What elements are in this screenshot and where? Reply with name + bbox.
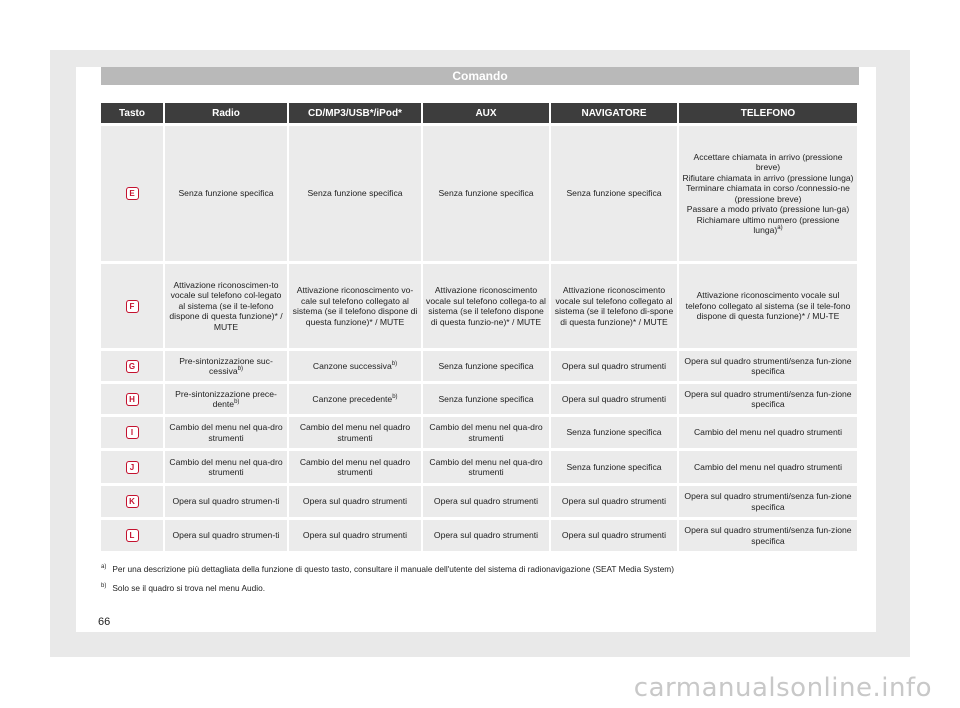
cell-text: Attivazione riconoscimento vocale sul telefono collegato al sistema (se il tele-fono dispone di questa funzione)* / MU-TE: [685, 290, 851, 322]
cell-col1: [165, 486, 287, 517]
table-row: [101, 126, 857, 261]
cell-text: Rifiutare chiamata in arrivo (pressione lunga): [682, 172, 854, 183]
cell-col2: [289, 451, 421, 483]
key-badge-icon: L: [126, 529, 139, 542]
cell-text: Accettare chiamata in arrivo (pressione breve): [693, 151, 843, 172]
cell-col2: [289, 520, 421, 551]
cell-col4: [551, 417, 677, 448]
cell-text: Opera sul quadro strumenti/senza fun-zione specifica: [684, 355, 852, 376]
cell-col5: [679, 417, 857, 448]
cell-text: Opera sul quadro strumenti/senza fun-zione specifica: [684, 388, 852, 409]
cell-col4: [551, 384, 677, 414]
cell-col3: [423, 520, 549, 551]
cell-col3: [423, 451, 549, 483]
cell-text: Passare a modo privato (pressione lun-ga): [686, 204, 850, 214]
header-radio: Radio: [165, 103, 287, 123]
table-row: [101, 486, 857, 517]
cell-text: Opera sul quadro strumenti: [561, 496, 667, 507]
cell-col2: [289, 486, 421, 517]
cell-text: Senza funzione specifica: [438, 360, 534, 371]
cell-col5: [679, 384, 857, 414]
cell-col1: [165, 520, 287, 551]
cell-col1: [165, 351, 287, 381]
cell-text: Senza funzione specifica: [307, 188, 403, 199]
cell-text: Opera sul quadro strumenti: [561, 393, 667, 404]
footnotes: [101, 561, 861, 597]
cell-col1: [165, 126, 287, 261]
footnote-ref: b): [237, 366, 243, 373]
cell-text: Opera sul quadro strumen-ti: [172, 530, 280, 541]
key-badge-icon: K: [126, 495, 139, 508]
key-badge-icon: J: [126, 461, 139, 474]
cell-col2: [289, 417, 421, 448]
page-number: 66: [98, 616, 111, 628]
cell-text: Attivazione riconoscimento vocale sul telefono collega-to al sistema (se il telefono dispone di questa funzio-ne)* / MUTE: [426, 285, 546, 327]
cell-col2: [289, 351, 421, 381]
key-cell: [101, 486, 163, 517]
table-title: Comando: [101, 67, 859, 85]
cell-text: Richiamare ultimo numero (pressione lunga): [696, 214, 840, 235]
cell-col2: [289, 264, 421, 348]
cell-col3: [423, 417, 549, 448]
header-navigatore: NAVIGATORE: [551, 103, 677, 123]
key-cell: [101, 384, 163, 414]
cell-text: Senza funzione specifica: [438, 188, 534, 199]
cell-text: Cambio del menu nel qua-dro strumenti: [429, 456, 543, 477]
cell-text: Opera sul quadro strumenti: [302, 496, 408, 507]
key-cell: [101, 264, 163, 348]
table-row: [101, 417, 857, 448]
key-cell: [101, 451, 163, 483]
cell-text: Cambio del menu nel qua-dro strumenti: [169, 422, 283, 443]
cell-col1: [165, 451, 287, 483]
key-badge-icon: G: [126, 360, 139, 373]
cell-text: Senza funzione specifica: [566, 461, 662, 472]
command-table: [99, 100, 859, 554]
key-badge-icon: F: [126, 300, 139, 313]
cell-text: Attivazione riconoscimento vocale sul telefono collegato al sistema (se il telefono di-spone di questa funzione)* / MUTE: [554, 285, 674, 327]
cell-col4: [551, 264, 677, 348]
key-badge-icon: I: [126, 426, 139, 439]
header-cd: CD/MP3/USB*/iPod*: [289, 103, 421, 123]
cell-col5: [679, 126, 857, 261]
cell-text: Senza funzione specifica: [178, 188, 274, 199]
cell-col3: [423, 486, 549, 517]
cell-text: Opera sul quadro strumenti: [561, 530, 667, 541]
cell-text: Cambio del menu nel qua-dro strumenti: [429, 422, 543, 443]
cell-col5: [679, 351, 857, 381]
footnote-b: $^{b)}$ Solo se il quadro si trova nel menu Audio.: [101, 583, 266, 593]
cell-text: Cambio del menu nel quadro strumenti: [693, 427, 843, 438]
watermark: carmanualsonline.info: [633, 673, 932, 703]
cell-col5: [679, 520, 857, 551]
header-telefono: TELEFONO: [679, 103, 857, 123]
cell-col4: [551, 520, 677, 551]
cell-col2: [289, 384, 421, 414]
cell-text: Opera sul quadro strumenti/senza fun-zione specifica: [684, 525, 852, 546]
cell-col1: [165, 264, 287, 348]
table-row: [101, 520, 857, 551]
cell-col4: [551, 351, 677, 381]
header-tasto: Tasto: [101, 103, 163, 123]
cell-col5: [679, 264, 857, 348]
footnote-a: $^{a)}$ Per una descrizione più dettagliata della funzione di questo tasto, consultare il manuale dell'utente del sistema di radionavigazione (SEAT Media System): [101, 564, 674, 574]
key-cell: [101, 417, 163, 448]
table-row: [101, 384, 857, 414]
table-header-row: [101, 103, 857, 123]
cell-text: Canzone precedente: [312, 393, 393, 404]
cell-text: Cambio del menu nel quadro strumenti: [693, 461, 843, 472]
cell-text: Cambio del menu nel quadro strumenti: [299, 422, 411, 443]
cell-text: Terminare chiamata in corso /connessio-ne (pressione breve): [686, 183, 850, 204]
cell-text: Opera sul quadro strumen-ti: [172, 496, 280, 507]
key-cell: [101, 351, 163, 381]
cell-text: Opera sul quadro strumenti: [433, 496, 539, 507]
cell-col4: [551, 451, 677, 483]
key-cell: [101, 126, 163, 261]
cell-text: Senza funzione specifica: [566, 427, 662, 438]
table-row: [101, 264, 857, 348]
cell-text: Attivazione riconoscimen-to vocale sul telefono col-legato al sistema (se il te-lefono dispone di questa funzione)* / MUTE: [169, 279, 283, 332]
cell-col5: [679, 486, 857, 517]
footnote-ref: b): [392, 393, 398, 400]
footnote-ref: b): [391, 360, 398, 367]
cell-text: Cambio del menu nel quadro strumenti: [299, 456, 411, 477]
cell-text: Senza funzione specifica: [438, 393, 534, 404]
cell-col2: [289, 126, 421, 261]
cell-col3: [423, 126, 549, 261]
key-badge-icon: E: [126, 187, 139, 200]
footnote-ref: a): [777, 225, 783, 232]
key-cell: [101, 520, 163, 551]
cell-text: Attivazione riconoscimento vo-cale sul telefono collegato al sistema (se il telefono dispone di questa funzione)* / MUTE: [292, 285, 418, 327]
cell-text: Pre-sintonizzazione prece-dente: [175, 388, 277, 409]
cell-col3: [423, 264, 549, 348]
table-row: [101, 451, 857, 483]
cell-text: Canzone successiva: [312, 360, 392, 371]
cell-col5: [679, 451, 857, 483]
cell-col1: [165, 384, 287, 414]
cell-col3: [423, 351, 549, 381]
table-row: [101, 351, 857, 381]
cell-text: Pre-sintonizzazione suc-cessiva: [179, 355, 273, 376]
cell-text: Opera sul quadro strumenti/senza fun-zione specifica: [684, 491, 852, 512]
footnote-ref: b): [234, 399, 240, 406]
cell-text: Senza funzione specifica: [566, 188, 662, 199]
cell-col3: [423, 384, 549, 414]
cell-text: Opera sul quadro strumenti: [433, 530, 539, 541]
cell-col1: [165, 417, 287, 448]
cell-text: Opera sul quadro strumenti: [561, 360, 667, 371]
header-aux: AUX: [423, 103, 549, 123]
cell-text: Opera sul quadro strumenti: [302, 530, 408, 541]
cell-text: Cambio del menu nel qua-dro strumenti: [169, 456, 283, 477]
cell-col4: [551, 486, 677, 517]
key-badge-icon: H: [126, 393, 139, 406]
cell-col4: [551, 126, 677, 261]
